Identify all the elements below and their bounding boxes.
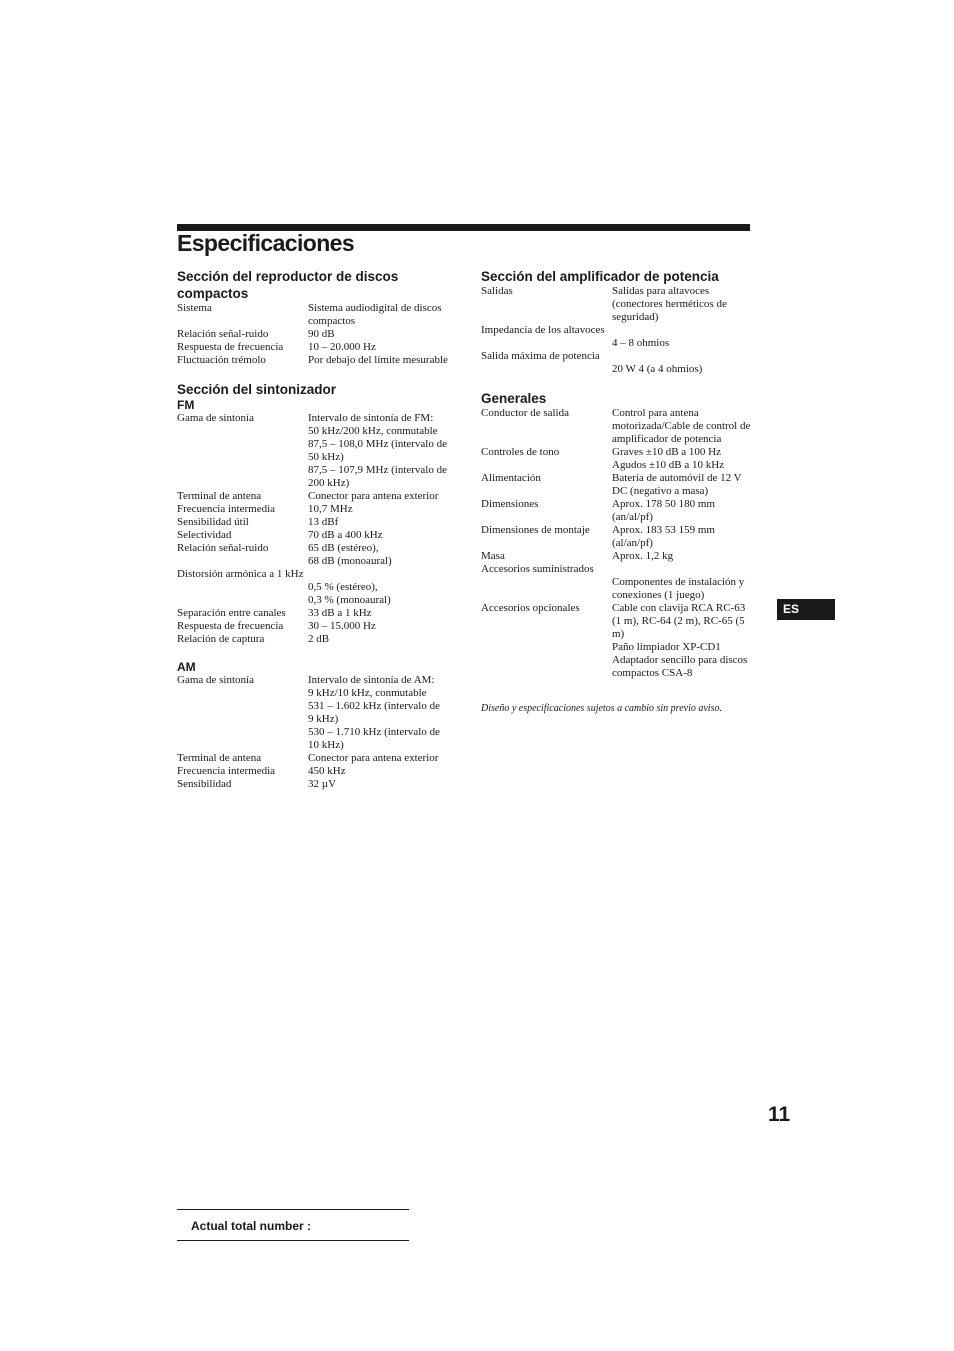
spec-row	[177, 633, 467, 646]
spec-row	[177, 674, 467, 752]
spec-key: Terminal de antena	[177, 490, 262, 502]
spec-key: Accesorios suministrados	[481, 563, 594, 575]
spec-row	[177, 503, 467, 516]
spec-key: Selectividad	[177, 529, 232, 541]
spec-value: Componentes de instalación y conexiones (1 juego)	[612, 576, 745, 601]
spec-value: Salidas para altavoces (conectores herméticos de seguridad)	[612, 285, 727, 323]
spec-row	[177, 778, 467, 791]
spec-value: Batería de automóvil de 12 V DC (negativo a masa)	[612, 472, 742, 497]
spec-value: Conector para antena exterior	[308, 752, 439, 764]
spec-row	[481, 472, 761, 498]
spec-key: Dimensiones de montaje	[481, 524, 590, 536]
spec-value: Intervalo de sintonía de AM: 9 kHz/10 kHz, conmutable 531 – 1.602 kHz (intervalo de 9 kHz) 530 – 1.710 kHz (intervalo de 10 kHz)	[308, 674, 440, 751]
cd-section-title: Sección del reproductor de discos compactos	[177, 269, 399, 301]
spec-row	[177, 490, 467, 503]
spec-value: 90 dB	[308, 328, 335, 340]
spec-row	[481, 498, 761, 524]
spec-value: Por debajo del límite mesurable	[308, 354, 448, 366]
page-number: 11	[768, 1103, 791, 1126]
spec-value: Aprox. 1,2 kg	[612, 550, 674, 562]
tuner-section	[177, 381, 467, 791]
spec-key: Dimensiones	[481, 498, 539, 510]
language-tab: ES	[777, 599, 835, 620]
spec-value: 20 W 4 (a 4 ohmios)	[612, 363, 703, 375]
right-column	[481, 268, 761, 715]
general-section	[481, 390, 761, 680]
spec-key: Relación de captura	[177, 633, 265, 645]
spec-row	[177, 516, 467, 529]
spec-value: Control para antena motorizada/Cable de control de amplificador de potencia	[612, 407, 751, 445]
spec-key: Respuesta de frecuencia	[177, 620, 284, 632]
spec-value: 10,7 MHz	[308, 503, 353, 515]
disclaimer-note: Diseño y especificaciones sujetos a cambio sin previo aviso.	[481, 703, 722, 714]
spec-value: Intervalo de sintonía de FM: 50 kHz/200 kHz, conmutable 87,5 – 108,0 MHz (intervalo de 50 kHz) 87,5 – 107,9 MHz (intervalo de 200 kHz)	[308, 412, 447, 489]
spec-key: Frecuencia intermedia	[177, 765, 276, 777]
amp-section-title: Sección del amplificador de potencia	[481, 269, 719, 284]
spec-value: 450 kHz	[308, 765, 346, 777]
spec-key: Gama de sintonía	[177, 674, 254, 686]
footer-bottom-rule	[177, 1240, 409, 1241]
spec-row	[481, 563, 761, 576]
spec-row	[177, 354, 467, 367]
spec-key: Salidas	[481, 285, 513, 297]
left-column	[177, 268, 467, 791]
spec-key: Sensibilidad	[177, 778, 232, 790]
page-title: Especificaciones	[177, 230, 355, 256]
am-subtitle: AM	[177, 660, 196, 674]
spec-row	[177, 529, 467, 542]
spec-row	[177, 620, 467, 633]
spec-key: Gama de sintonía	[177, 412, 254, 424]
fm-subtitle: FM	[177, 398, 195, 412]
spec-key: Alimentación	[481, 472, 541, 484]
spec-row	[177, 341, 467, 354]
spec-key: Separación entre canales	[177, 607, 286, 619]
spec-row	[481, 324, 761, 337]
spec-row	[177, 752, 467, 765]
spec-key: Terminal de antena	[177, 752, 262, 764]
spec-value: Aprox. 178 50 180 mm (an/al/pf)	[612, 498, 715, 523]
spec-value: 0,5 % (estéreo), 0,3 % (monoaural)	[308, 581, 391, 606]
spec-key: Masa	[481, 550, 505, 562]
spec-row	[177, 302, 467, 328]
cd-player-section	[177, 268, 467, 367]
spec-row	[481, 446, 761, 472]
spec-key: Relación señal-ruido	[177, 542, 269, 554]
spec-row	[177, 607, 467, 620]
spec-row	[177, 328, 467, 341]
spec-key: Fluctuación trémolo	[177, 354, 266, 366]
tuner-section-title: Sección del sintonizador	[177, 382, 337, 397]
spec-value: Aprox. 183 53 159 mm (al/an/pf)	[612, 524, 715, 549]
spec-row	[481, 524, 761, 550]
spec-key: Respuesta de frecuencia	[177, 341, 284, 353]
spec-value: 13 dBf	[308, 516, 339, 528]
spec-row	[481, 350, 761, 363]
spec-key: Distorsión armónica a 1 kHz	[177, 568, 304, 580]
spec-key: Salida máxima de potencia	[481, 350, 600, 362]
spec-row	[481, 602, 761, 680]
spec-key: Controles de tono	[481, 446, 560, 458]
spec-value: 4 – 8 ohmios	[612, 337, 670, 349]
spec-value: 2 dB	[308, 633, 330, 645]
spec-row	[177, 568, 467, 581]
general-section-title: Generales	[481, 391, 547, 406]
spec-row	[177, 765, 467, 778]
spec-key: Frecuencia intermedia	[177, 503, 276, 515]
spec-value: 65 dB (estéreo), 68 dB (monoaural)	[308, 542, 392, 567]
spec-value: 33 dB a 1 kHz	[308, 607, 372, 619]
spec-value: Conector para antena exterior	[308, 490, 439, 502]
spec-value: 30 – 15.000 Hz	[308, 620, 376, 632]
amplifier-section	[481, 268, 761, 376]
spec-row	[481, 407, 761, 446]
spec-value: 10 – 20.000 Hz	[308, 341, 376, 353]
spec-value: Cable con clavija RCA RC-63 (1 m), RC-64 (2 m), RC-65 (5 m) Paño limpiador XP-CD1 Adaptador sencillo para discos compactos CSA-8	[612, 602, 748, 679]
spec-value: Graves ±10 dB a 100 Hz Agudos ±10 dB a 10 kHz	[612, 446, 725, 471]
spec-row	[481, 550, 761, 563]
spec-key: Sistema	[177, 302, 212, 314]
footer-label: Actual total number :	[191, 1219, 312, 1233]
footer-top-rule	[177, 1209, 409, 1210]
spec-value: Sistema audiodigital de discos compactos	[308, 302, 442, 327]
spec-key: Sensibilidad útil	[177, 516, 249, 528]
spec-value: 70 dB a 400 kHz	[308, 529, 383, 541]
spec-row	[177, 412, 467, 490]
spec-key: Impedancia de los altavoces	[481, 324, 605, 336]
spec-key: Accesorios opcionales	[481, 602, 580, 614]
spec-value: 32 µV	[308, 778, 337, 790]
spec-row	[481, 285, 761, 324]
spec-row	[177, 542, 467, 568]
spec-key: Conductor de salida	[481, 407, 569, 419]
spec-key: Relación señal-ruido	[177, 328, 269, 340]
